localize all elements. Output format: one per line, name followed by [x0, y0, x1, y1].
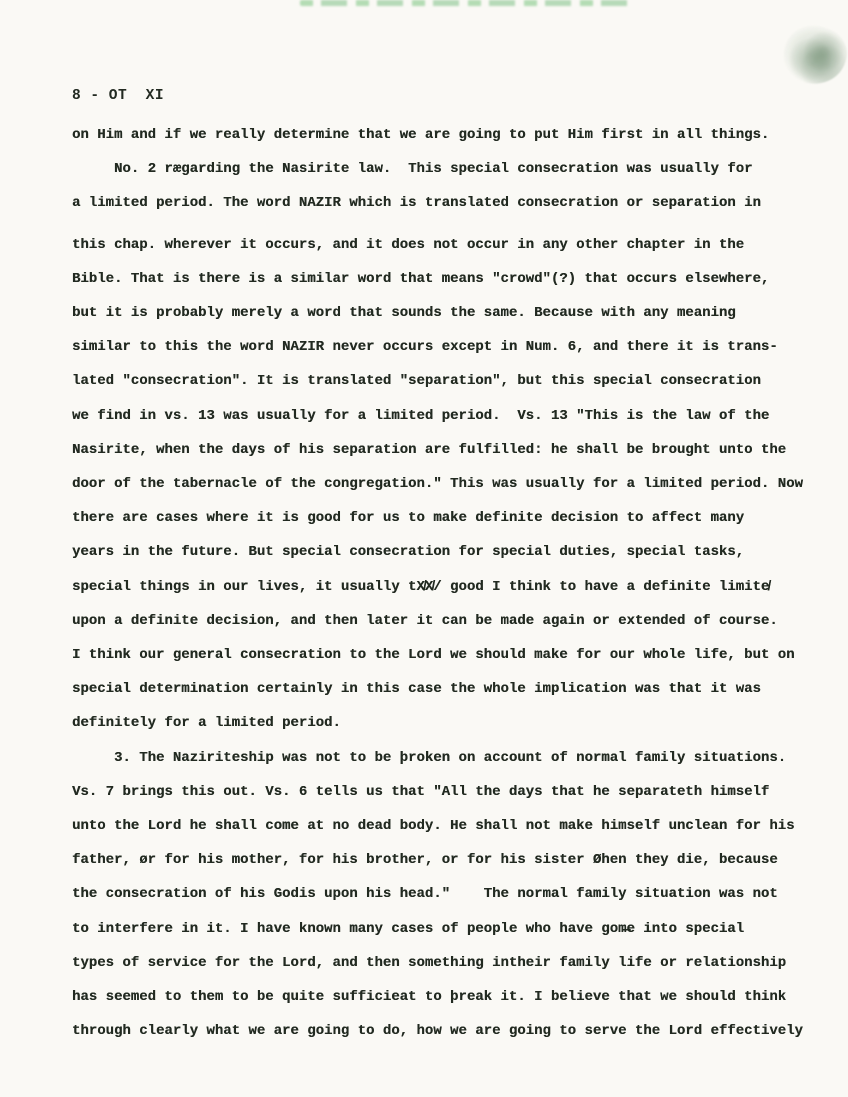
text-line: through clearly what we are going to do, how we are going to serve the Lord effectively — [72, 1023, 803, 1040]
text-line: on Him and if we really determine that we are going to put Him first in all things. — [72, 127, 770, 143]
text-line: special things in our lives, it usually tX̸X̸/ good I think to have a definite limite̸ — [72, 578, 770, 595]
text-line: we find in vs. 13 was usually for a limited period. Vs. 13 "This is the law of the — [72, 407, 770, 424]
page-header: 8 - OT XI — [72, 88, 165, 104]
text-line: to interfere in it. I have known many cases of people who have gom̶e into special — [72, 920, 745, 937]
scan-artifact-corner-smudge — [777, 18, 848, 92]
text-line: similar to this the word NAZIR never occurs except in Num. 6, and there it is trans- — [72, 339, 778, 356]
text-line: unto the Lord he shall come at no dead body. He shall not make himself unclean for his — [72, 818, 795, 835]
text-line: No. 2 rægarding the Nasirite law. This special consecration was usually for — [72, 161, 753, 178]
text-line: Bible. That is there is a similar word that means "crowd"(?) that occurs elsewhere, — [72, 270, 770, 287]
text-line: Vs. 7 brings this out. Vs. 6 tells us that "All the days that he separateth himself — [72, 783, 770, 800]
text-line: this chap. wherever it occurs, and it does not occur in any other chapter in the — [72, 236, 745, 253]
text-line: upon a definite decision, and then later it can be made again or extended of course. — [72, 612, 778, 629]
text-line: Nasirite, when the days of his separation are fulfilled: he shall be brought unto the — [72, 441, 787, 458]
text-line: types of service for the Lord, and then something intheir family life or relationship — [72, 954, 787, 971]
text-line: there are cases where it is good for us to make definite decision to affect many — [72, 510, 745, 527]
text-line: has seemed to them to be quite sufficieat to þreak it. I believe that we should think — [72, 989, 787, 1006]
text-line: father, ør for his mother, for his brother, or for his sister Øhen they die, because — [72, 852, 778, 869]
text-line: door of the tabernacle of the congregation." This was usually for a limited period. Now — [72, 476, 803, 493]
text-line: definitely for a limited period. — [72, 715, 341, 732]
text-line: 3. The Naziriteship was not to be þroken on account of normal family situations. — [72, 749, 787, 766]
document-body — [72, 118, 840, 1048]
text-line: lated "consecration". It is translated "separation", but this special consecration — [72, 373, 761, 390]
text-line: but it is probably merely a word that sounds the same. Because with any meaning — [72, 305, 736, 322]
text-line: the consecration of his Godis upon his head." The normal family situation was not — [72, 886, 778, 903]
text-line: special determination certainly in this case the whole implication was that it was — [72, 681, 761, 698]
scan-artifact-top-edge-text — [300, 0, 630, 6]
text-line: a limited period. The word NAZIR which is translated consecration or separation in — [72, 195, 761, 212]
text-line: I think our general consecration to the Lord we should make for our whole life, but on — [72, 647, 795, 664]
text-line: years in the future. But special consecration for special duties, special tasks, — [72, 544, 745, 561]
